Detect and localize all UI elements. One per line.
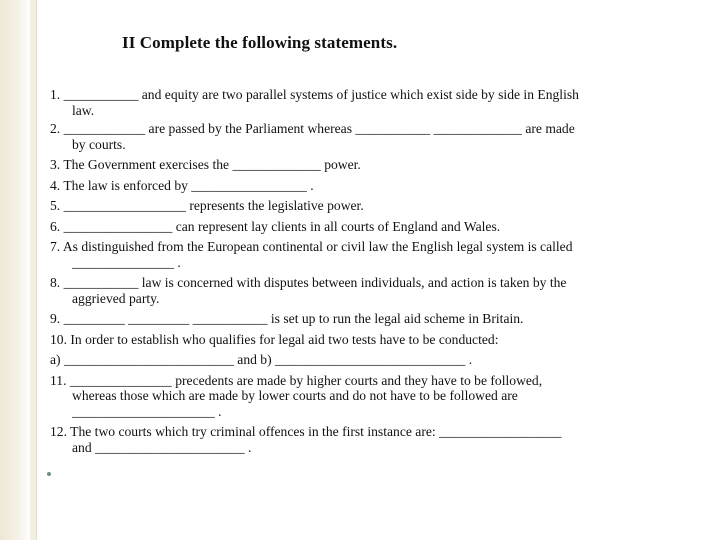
statement-line: _____________________ .	[72, 403, 222, 419]
statement-4	[50, 178, 690, 194]
statement-list	[50, 87, 690, 455]
statement-line: 7. As distinguished from the European continental or civil law the English legal system is called	[50, 239, 573, 254]
statement-line: 4. The law is enforced by _________________ .	[50, 177, 314, 193]
statement-line: 11. _______________ precedents are made by higher courts and they have to be followed,	[50, 372, 543, 388]
statement-line: and ______________________ .	[72, 439, 252, 455]
statement-line: 10. In order to establish who qualifies for legal aid two tests have to be conducted:	[50, 331, 499, 347]
statement-9	[50, 311, 690, 327]
statement-10-answers	[50, 352, 690, 368]
statement-line: law.	[72, 102, 95, 118]
page-title: II Complete the following statements.	[122, 33, 398, 52]
statement-10	[50, 332, 690, 348]
bullet-dot-icon	[47, 472, 51, 476]
statement-1	[50, 87, 690, 118]
statement-line: 12. The two courts which try criminal offences in the first instance are: __________________	[50, 424, 562, 439]
statement-line: 3. The Government exercises the _____________ power.	[50, 157, 361, 172]
statement-5	[50, 198, 690, 214]
statement-3	[50, 157, 690, 173]
statement-7	[50, 239, 690, 270]
left-decorative-band	[0, 0, 30, 540]
statement-6	[50, 219, 690, 235]
statement-line: _______________ .	[72, 254, 181, 270]
statement-line: 5. __________________ represents the legislative power.	[50, 198, 364, 213]
statement-line: 6. ________________ can represent lay clients in all courts of England and Wales.	[50, 218, 501, 234]
statement-line: 1. ___________ and equity are two parallel systems of justice which exist side by side in English	[50, 87, 579, 102]
statement-line: a) _________________________ and b) ____________________________ .	[50, 352, 473, 367]
statement-8	[50, 275, 690, 306]
statement-line: whereas those which are made by lower courts and do not have to be followed are	[72, 388, 518, 403]
statement-line: 9. _________ _________ ___________ is set up to run the legal aid scheme in Britain.	[50, 311, 524, 326]
statement-11	[50, 373, 690, 420]
statement-2	[50, 121, 690, 152]
statement-line: 8. ___________ law is concerned with disputes between individuals, and action is taken by the	[50, 275, 567, 290]
statement-12	[50, 424, 690, 455]
statement-line: 2. ____________ are passed by the Parliament whereas ___________ _____________ are made	[50, 121, 575, 136]
statement-line: aggrieved party.	[72, 290, 160, 306]
statement-line: by courts.	[72, 136, 126, 152]
